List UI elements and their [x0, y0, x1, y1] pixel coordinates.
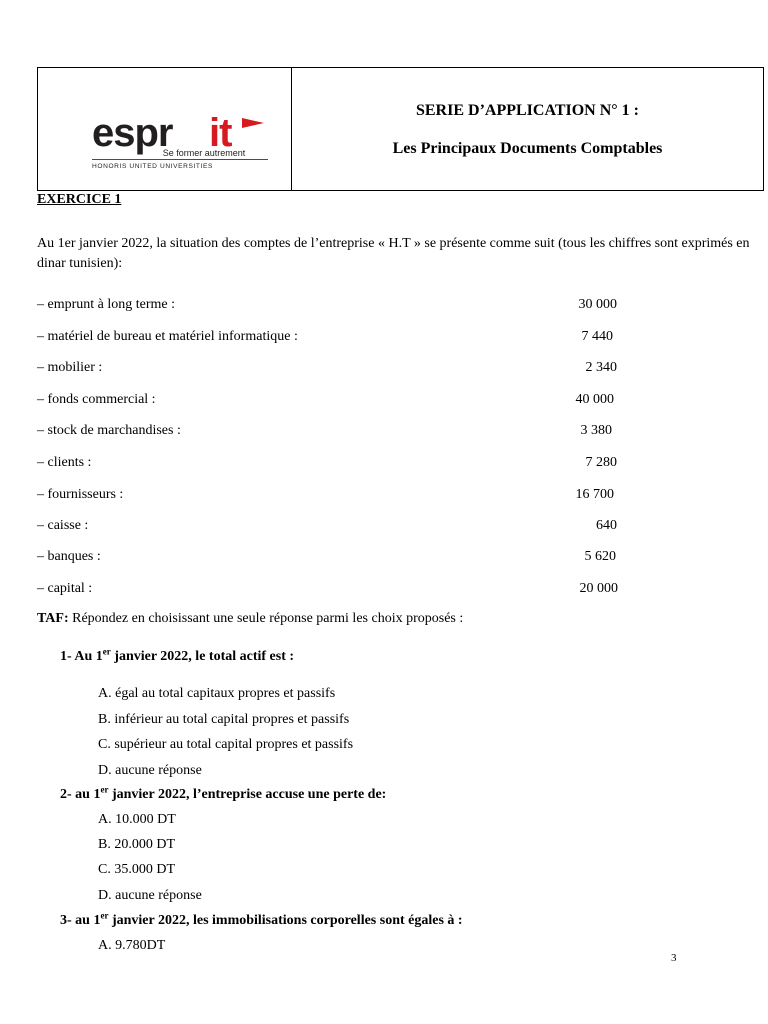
series-subtitle: Les Principaux Documents Comptables — [392, 140, 663, 157]
logo-divider — [92, 159, 268, 160]
logo-cell — [38, 68, 292, 190]
account-label: – banques : — [37, 549, 101, 564]
logo-brand-right: it — [209, 112, 232, 155]
page-number: 3 — [671, 952, 677, 964]
account-label: – caisse : — [37, 518, 89, 533]
account-value: 640 — [596, 518, 617, 533]
question-2-option: B. 20.000 DT — [98, 837, 175, 852]
account-label: – mobilier : — [37, 360, 103, 375]
account-label: – capital : — [37, 581, 93, 596]
exercise-title: EXERCICE 1 — [37, 192, 122, 207]
account-value: 5 620 — [584, 549, 616, 564]
question-1-option: C. supérieur au total capital propres et passifs — [98, 737, 354, 752]
account-value: 30 000 — [578, 297, 617, 312]
taf-text: Répondez en choisissant une seule réponse parmi les choix proposés : — [68, 611, 464, 626]
account-value: 16 700 — [575, 487, 614, 502]
account-value: 20 000 — [579, 581, 618, 596]
account-label: – fournisseurs : — [37, 487, 124, 502]
flag-icon — [242, 118, 264, 128]
exercise-intro: Au 1er janvier 2022, la situation des comptes de l’entreprise « H.T » se présente comme suit (tous les chiffres sont exprimés en dinar tunisien): — [37, 236, 750, 271]
question-2-option: D. aucune réponse — [98, 888, 202, 903]
question-2-option: A. 10.000 DT — [98, 812, 176, 827]
question-3-option: A. 9.780DT — [98, 938, 166, 953]
question-1-option: A. égal au total capitaux propres et passifs — [98, 686, 336, 701]
question-1-option: D. aucune réponse — [98, 763, 202, 778]
account-label: – clients : — [37, 455, 92, 470]
account-value: 3 380 — [580, 423, 612, 438]
title-cell — [292, 68, 763, 190]
question-2-option: C. 35.000 DT — [98, 862, 175, 877]
logo-tagline: Se former autrement — [162, 148, 246, 158]
account-value: 2 340 — [585, 360, 617, 375]
logo-brand-left: espr — [92, 112, 173, 155]
header-table — [37, 67, 764, 191]
question-1-option: B. inférieur au total capital propres et passifs — [98, 712, 350, 727]
account-label: – matériel de bureau et matériel informatique : — [37, 329, 298, 344]
taf-label: TAF: — [37, 611, 69, 626]
account-label: – emprunt à long terme : — [37, 297, 176, 312]
question-1: 1- Au 1er janvier 2022, le total actif est : — [60, 646, 295, 664]
account-label: – stock de marchandises : — [37, 423, 181, 438]
account-value: 7 440 — [581, 329, 613, 344]
logo-sub: HONORIS UNITED UNIVERSITIES — [92, 163, 213, 170]
taf-instruction — [37, 611, 463, 627]
account-value: 7 280 — [585, 455, 617, 470]
esprit-logo — [92, 112, 268, 170]
account-value: 40 000 — [575, 392, 614, 407]
question-2: 2- au 1er janvier 2022, l’entreprise accuse une perte de: — [60, 784, 387, 802]
account-label: – fonds commercial : — [37, 392, 156, 407]
series-title: SERIE D’APPLICATION N° 1 : — [415, 102, 639, 119]
question-3: 3- au 1er janvier 2022, les immobilisations corporelles sont égales à : — [60, 910, 463, 928]
